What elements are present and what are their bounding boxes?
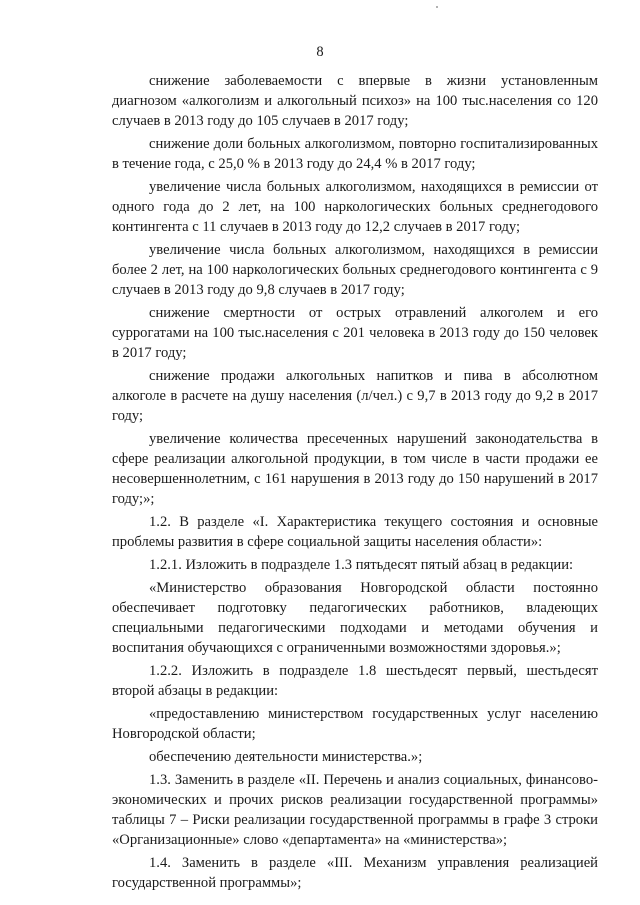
paragraph-1: снижение заболеваемости с впервые в жизни установленным диагнозом «алкоголизм и алкогольный психоз» на 100 тыс.населения со 120 случаев в 2013 году до 105 случаев в 2017 году; (112, 73, 598, 129)
paragraph-12: «предоставлению министерством государственных услуг населению Новгородской области; (112, 706, 598, 742)
paragraph-13: обеспечению деятельности министерства.»; (149, 749, 423, 765)
paragraph-6: снижение продажи алкогольных напитков и пива в абсолютном алкоголе в расчете на душу населения (л/чел.) с 9,7 в 2013 году до 9,2 в 2017 году; (112, 368, 598, 424)
paragraph-2: снижение доли больных алкоголизмом, повторно госпитализированных в течение года, с 25,0 % в 2013 году до 24,4 % в 2017 году; (112, 136, 598, 172)
paragraph-9: 1.2.1. Изложить в подразделе 1.3 пятьдесят пятый абзац в редакции: (149, 557, 574, 573)
paragraph-11: 1.2.2. Изложить в подразделе 1.8 шестьдесят первый, шестьдесят второй абзацы в редакции: (112, 663, 598, 699)
document-body (112, 71, 598, 893)
paragraph-7: увеличение количества пресеченных нарушений законодательства в сфере реализации алкогольной продукции, в том числе в части продажи ее несовершеннолетним, с 161 нарушения в 2013 году до 150 нарушений в 2017 году;»; (112, 431, 598, 507)
page-number: 8 (316, 44, 324, 60)
paragraph-8: 1.2. В разделе «I. Характеристика текущего состояния и основные проблемы развития в сфере социальной защиты населения области»: (112, 514, 598, 550)
paragraph-4: увеличение числа больных алкоголизмом, находящихся в ремиссии более 2 лет, на 100 наркологических больных среднегодового контингента с 9 случаев в 2013 году до 9,8 случаев в 2017 году; (112, 242, 598, 298)
paragraph-10: «Министерство образования Новгородской области постоянно обеспечивает подготовку педагогических работников, владеющих специальными педагогическими подходами и методами обучения и воспитания обучающихся с ограниченными возможностями здоровья.»; (112, 580, 598, 656)
paragraph-3: увеличение числа больных алкоголизмом, находящихся в ремиссии от одного года до 2 лет, на 100 наркологических больных среднегодового контингента с 11 случаев в 2013 году до 12,2 случаев в 2017 году; (112, 179, 598, 235)
paragraph-5: снижение смертности от острых отравлений алкоголем и его суррогатами на 100 тыс.населения с 201 человека в 2013 году до 150 человек в 2017 году; (112, 305, 598, 361)
scan-speck (436, 6, 438, 8)
paragraph-14: 1.3. Заменить в разделе «II. Перечень и анализ социальных, финансово-экономических и прочих рисков реализации государственной программы» таблицы 7 – Риски реализации государственной программы в графе 3 строки «Организационные» слово «департамента» на «министерства»; (112, 772, 598, 848)
paragraph-15: 1.4. Заменить в разделе «III. Механизм управления реализацией государственной программы»; (112, 855, 598, 891)
